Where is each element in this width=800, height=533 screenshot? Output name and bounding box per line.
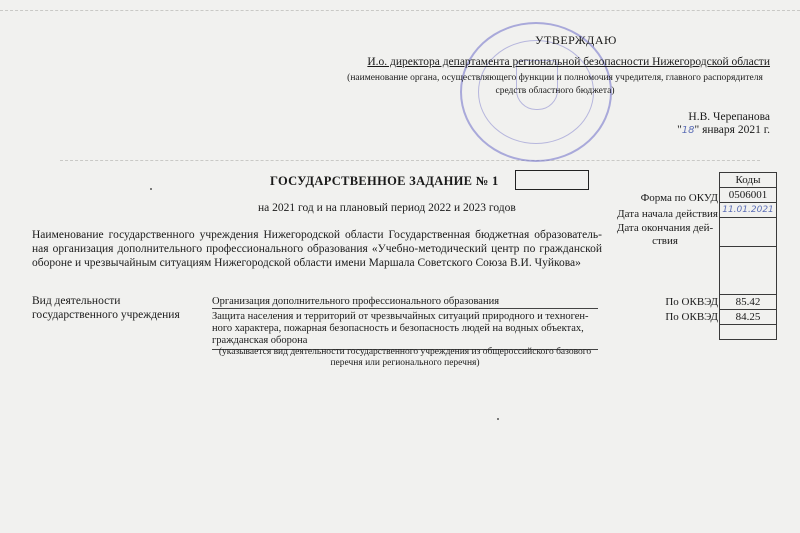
approver-note: (наименование органа, осуществляющего функции и полномочия учредителя, главного распорядителя средств областного бюджета) [347,73,763,96]
start-date-value: 11.01.2021 [720,203,777,218]
okved-label-1: По ОКВЭД [665,296,718,308]
date-quote-open: " [677,124,682,136]
document-period: на 2021 год и на плановый период 2022 и 2023 годов [258,202,516,214]
paper-fold-line [0,10,800,11]
okved-value-2: 84.25 [720,310,777,325]
approval-title: УТВЕРЖДАЮ [535,33,617,47]
blank-code-cell [720,247,777,295]
paper-speck [150,188,152,190]
approver-name: Н.В. Черепанова [688,111,770,123]
document-title: ГОСУДАРСТВЕННОЕ ЗАДАНИЕ № 1 [270,174,499,188]
date-day-handwritten: 18 [681,125,695,136]
codes-table [719,172,777,340]
approval-date [677,124,770,136]
paper-fold-line [60,160,760,161]
codes-header: Коды [720,173,777,188]
okud-value: 0506001 [720,188,777,203]
blank-code-cell [720,325,777,340]
activity-note: (указывается вид деятельности государственного учреждения из общероссийского базового перечня или регионального перечня) [218,347,592,368]
activity-label: Вид деятельности государственного учреждения [32,295,180,321]
end-date-value [720,218,777,247]
end-date-label: Дата окончания дей-ствия [616,222,714,247]
date-rest: " января 2021 г. [694,124,770,136]
activity-item-1: Организация дополнительного профессионального образования [212,296,598,309]
okved-value-1: 85.42 [720,295,777,310]
activity-item-2: Защита населения и территорий от чрезвычайных ситуаций природного и техноген-ного характера, пожарная безопасность и безопасность людей на водных объектах, гражданская оборона [212,311,598,350]
registration-number-box [515,170,589,190]
institution-name: Наименование государственного учреждения Нижегородской области Государственная бюджетная образователь-ная организация дополнительного профессионального образования «Учебно-методический центр по гражданской обороне и чрезвычайным ситуациям Нижегородской области имени Маршала Советского Союза В.И. Чуйкова» [32,229,602,269]
okved-label-2: По ОКВЭД [665,311,718,323]
okud-label: Форма по ОКУД [640,192,718,204]
paper-speck [497,418,499,420]
start-date-label: Дата начала действия [617,208,718,220]
approver-position: И.о. директора департамента региональной безопасности Нижегородской области [367,56,770,68]
